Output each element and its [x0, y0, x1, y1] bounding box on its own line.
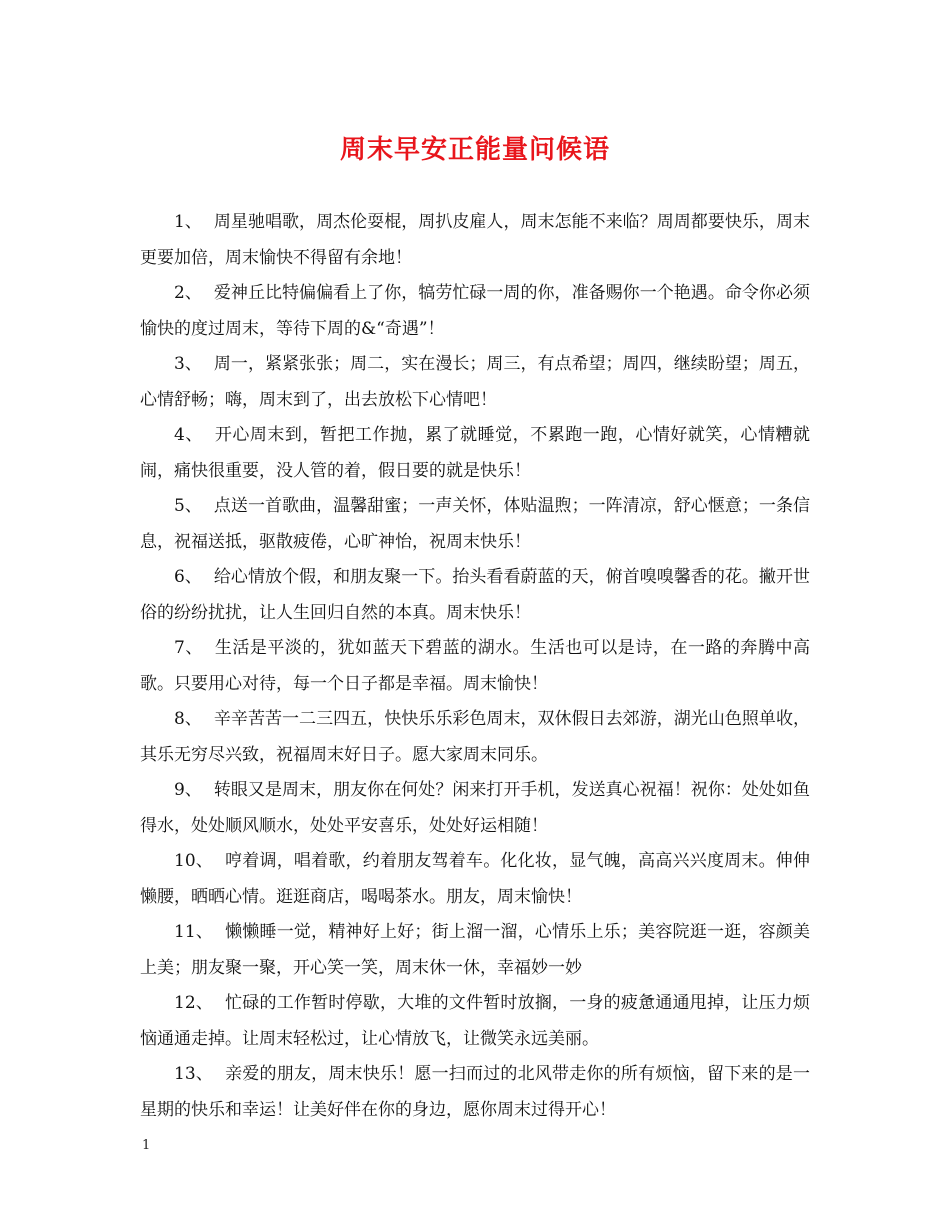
list-item — [140, 489, 810, 560]
item-text: 哼着调，唱着歌，约着朋友驾着车。化化妆，显气魄，高高兴兴度周末。伸伸懒腰，晒晒心情。逛逛商店，喝喝茶水。朋友，周末愉快！ — [140, 851, 810, 907]
list-item — [140, 773, 810, 844]
list-item — [140, 702, 810, 773]
list-item — [140, 986, 810, 1057]
item-text: 点送一首歌曲，温馨甜蜜；一声关怀，体贴温煦；一阵清凉，舒心惬意；一条信息，祝福送抵，驱散疲倦，心旷神怡，祝周末快乐！ — [140, 496, 810, 552]
item-text: 转眼又是周末，朋友你在何处？闲来打开手机，发送真心祝福！祝你：处处如鱼得水，处处顺风顺水，处处平安喜乐，处处好运相随！ — [140, 780, 810, 836]
item-text: 周一，紧紧张张；周二，实在漫长；周三，有点希望；周四，继续盼望；周五，心情舒畅；嗨，周末到了，出去放松下心情吧！ — [140, 354, 810, 410]
item-number: 8、 — [174, 709, 202, 729]
document-body — [140, 205, 810, 1128]
item-number: 3、 — [174, 354, 202, 374]
item-text: 周星驰唱歌，周杰伦耍棍，周扒皮雇人，周末怎能不来临？周周都要快乐，周末更要加倍，周末愉快不得留有余地！ — [140, 212, 810, 268]
item-number: 4、 — [174, 425, 203, 445]
list-item — [140, 276, 810, 347]
list-item — [140, 1057, 810, 1128]
list-item — [140, 631, 810, 702]
document-title: 周末早安正能量问候语 — [339, 135, 610, 165]
list-item — [140, 560, 810, 631]
item-number: 7、 — [174, 638, 203, 658]
item-number: 13、 — [174, 1064, 214, 1084]
list-item — [140, 347, 810, 418]
item-number: 10、 — [174, 851, 214, 871]
item-number: 6、 — [174, 567, 202, 587]
item-text: 辛辛苦苦一二三四五，快快乐乐彩色周末，双休假日去郊游，湖光山色照单收，其乐无穷尽兴致，祝福周末好日子。愿大家周末同乐。 — [140, 709, 810, 765]
item-number: 1、 — [174, 212, 202, 232]
item-text: 开心周末到，暂把工作抛，累了就睡觉，不累跑一跑，心情好就笑，心情糟就闹，痛快很重要，没人管的着，假日要的就是快乐！ — [140, 425, 810, 481]
item-number: 9、 — [174, 780, 202, 800]
list-item — [140, 205, 810, 276]
list-item — [140, 915, 810, 986]
item-number: 5、 — [174, 496, 202, 516]
item-text: 给心情放个假，和朋友聚一下。抬头看看蔚蓝的天，俯首嗅嗅馨香的花。撇开世俗的纷纷扰扰，让人生回归自然的本真。周末快乐！ — [140, 567, 810, 623]
item-text: 懒懒睡一觉，精神好上好；街上溜一溜，心情乐上乐；美容院逛一逛，容颜美上美；朋友聚一聚，开心笑一笑，周末休一休，幸福妙一妙 — [140, 922, 810, 978]
item-number: 11、 — [174, 922, 214, 942]
list-item — [140, 418, 810, 489]
item-text: 爱神丘比特偏偏看上了你，犒劳忙碌一周的你，准备赐你一个艳遇。命令你必须愉快的度过周末，等待下周的&“奇遇”！ — [140, 283, 810, 339]
list-item — [140, 844, 810, 915]
item-number: 12、 — [174, 993, 214, 1013]
page-number: 1 — [142, 1138, 151, 1153]
item-text: 亲爱的朋友，周末快乐！愿一扫而过的北风带走你的所有烦恼，留下来的是一星期的快乐和幸运！让美好伴在你的身边，愿你周末过得开心！ — [140, 1064, 810, 1120]
item-text: 生活是平淡的，犹如蓝天下碧蓝的湖水。生活也可以是诗，在一路的奔腾中高歌。只要用心对待，每一个日子都是幸福。周末愉快！ — [140, 638, 810, 694]
item-number: 2、 — [174, 283, 202, 303]
item-text: 忙碌的工作暂时停歇，大堆的文件暂时放搁，一身的疲惫通通甩掉，让压力烦恼通通走掉。让周末轻松过，让心情放飞，让微笑永远美丽。 — [140, 993, 810, 1049]
